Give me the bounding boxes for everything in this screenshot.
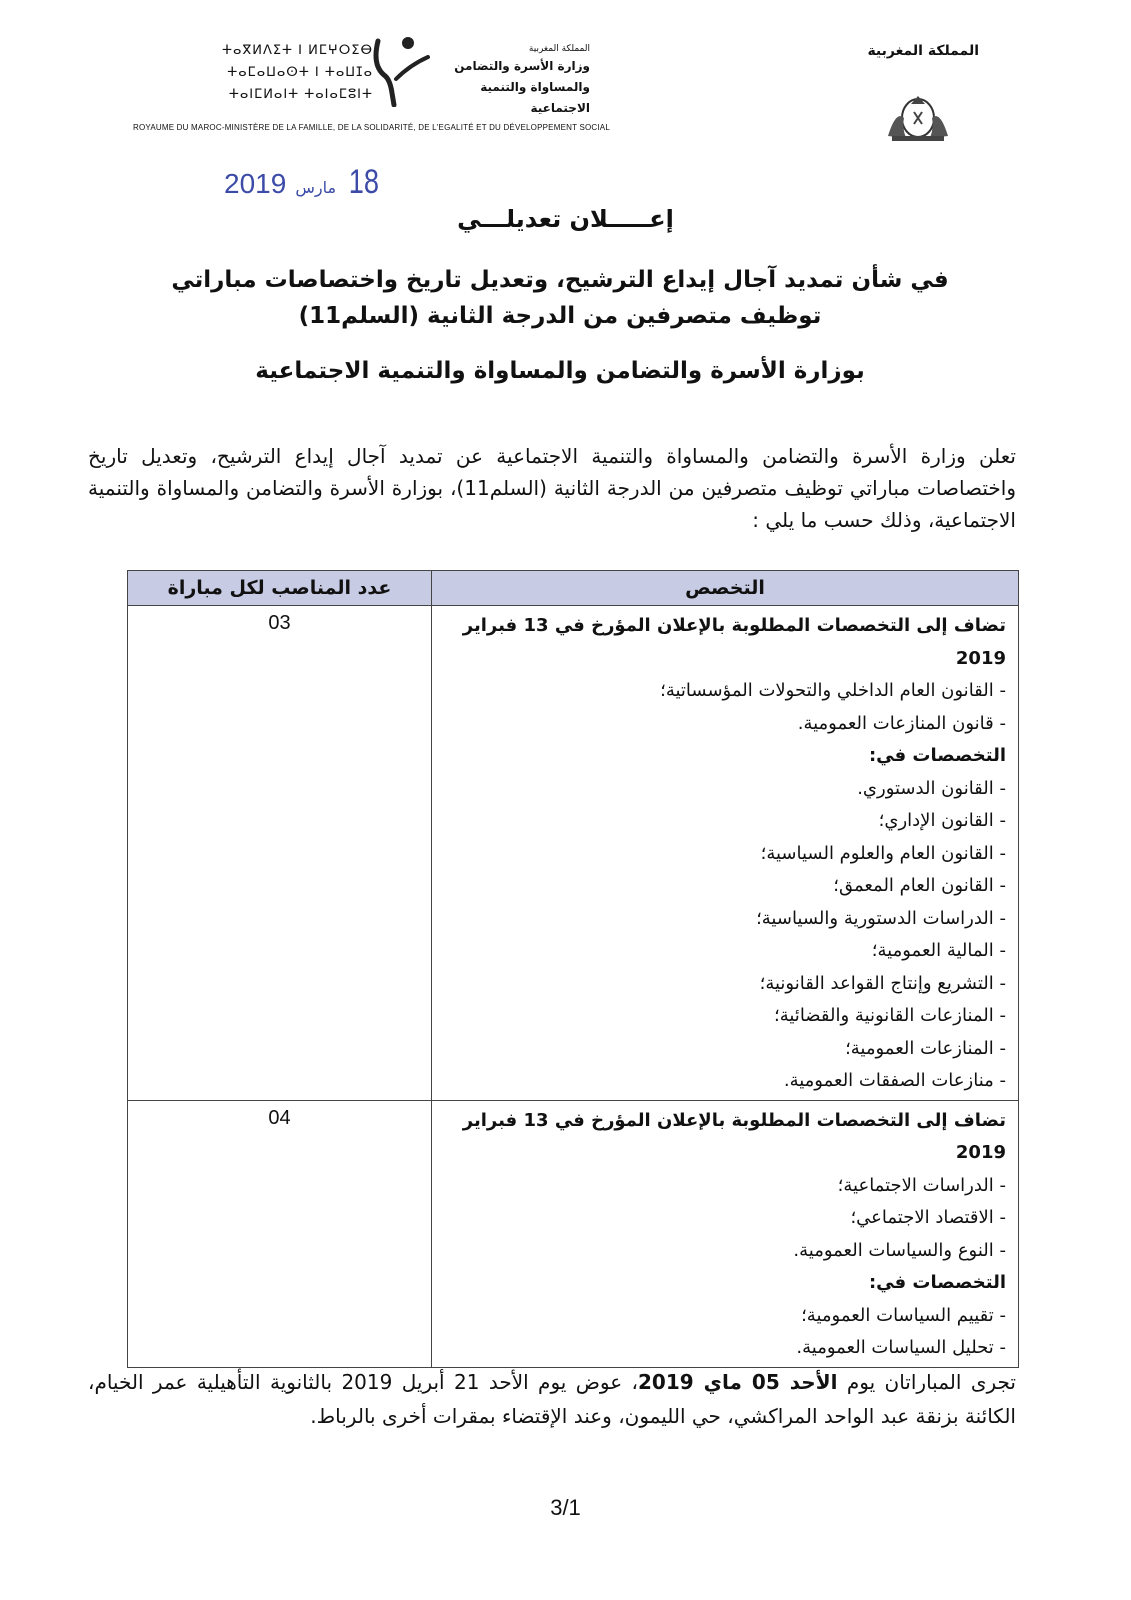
list-item: - التشريع وإنتاج القواعد القانونية؛	[440, 968, 1006, 1001]
date-stamp	[224, 163, 383, 202]
list-item: - القانون العام والعلوم السياسية؛	[440, 838, 1006, 871]
closing-paragraph	[88, 1365, 1016, 1433]
ministry-line-1: وزارة الأسرة والتضامن	[454, 59, 590, 73]
list-item: - المالية العمومية؛	[440, 935, 1006, 968]
intro-paragraph: تعلن وزارة الأسرة والتضامن والمساواة والتنمية الاجتماعية عن تمديد آجال إيداع الترشيح، وتعديل تاريخ واختصاصات مباراتي توظيف متصرفين من الدرجة الثانية (السلم11)، بوزارة الأسرة والتضامن والمساواة والتنمية الاجتماعية، وذلك حسب ما يلي :	[88, 444, 1016, 532]
list-item: - المنازعات القانونية والقضائية؛	[440, 1000, 1006, 1033]
list-item: - منازعات الصفقات العمومية.	[440, 1065, 1006, 1098]
list-item: - الاقتصاد الاجتماعي؛	[440, 1202, 1006, 1235]
list-item: - تقييم السياسات العمومية؛	[440, 1300, 1006, 1333]
tifinagh-line: ⵜⴰⴳⵍⴷⵉⵜ ⵏ ⵍⵎⵖⵔⵉⴱ	[221, 43, 373, 58]
ministry-french-name: ROYAUME DU MAROC-MINISTÈRE DE LA FAMILLE, DE LA SOLIDARITÉ, DE L'EGALITÉ ET DU DÉVELOPPEMENT SOCIAL	[133, 123, 610, 132]
ministry-logo-icon	[370, 35, 430, 107]
added-heading: تضاف إلى التخصصات المطلوبة بالإعلان المؤرخ في 13 فبراير 2019	[462, 615, 1006, 669]
header-count: عدد المناصب لكل مباراة	[128, 571, 432, 606]
kingdom-small-label: المملكة المغربية	[528, 44, 590, 54]
closing-text-start: تجرى المباراتان يوم	[837, 1370, 1016, 1394]
list-item: - القانون الإداري؛	[440, 805, 1006, 838]
list-item: - النوع والسياسات العمومية.	[440, 1235, 1006, 1268]
count-cell: 03	[128, 606, 432, 1101]
header-specialty: التخصص	[432, 571, 1019, 606]
specialties-table	[127, 570, 1019, 1368]
table-row	[128, 1100, 1019, 1367]
specialties-heading: التخصصات في:	[868, 745, 1006, 766]
closing-text-end: ، عوض يوم الأحد 21 أبريل 2019 بالثانوية التأهيلية عمر الخيام، الكائنة بزنقة عبد الواحد المراكشي، حي الليمون، وعند الإقتضاء بمقرات أخرى بالرباط.	[88, 1370, 1016, 1428]
stamp-year: 2019	[224, 168, 287, 199]
document-title: إعـــــلان تعديلـــي	[457, 205, 674, 233]
page-number: 3/1	[550, 1495, 581, 1520]
specialty-cell	[432, 606, 1019, 1101]
tifinagh-line: ⵜⴰⵎⴰⵡⴰⵙⵜ ⵏ ⵜⴰⵡⵊⴰ	[227, 65, 373, 80]
list-item: - الدراسات الاجتماعية؛	[440, 1170, 1006, 1203]
list-item: - قانون المنازعات العمومية.	[440, 708, 1006, 741]
ministry-line-2: والمساواة والتنمية الاجتماعية	[480, 80, 590, 115]
exam-date: الأحد 05 ماي 2019	[638, 1370, 838, 1394]
list-item: - القانون العام الداخلي والتحولات المؤسساتية؛	[440, 675, 1006, 708]
stamp-day: 18	[348, 163, 380, 201]
royal-emblem-icon	[878, 88, 958, 144]
kingdom-label: المملكة المغربية	[867, 43, 979, 59]
count-cell: 04	[128, 1100, 432, 1367]
stamp-month: مارس	[295, 178, 337, 197]
added-heading: تضاف إلى التخصصات المطلوبة بالإعلان المؤرخ في 13 فبراير 2019	[462, 1109, 1006, 1163]
tifinagh-line: ⵜⴰⵏⵎⵍⴰⵏⵜ ⵜⴰⵏⴰⵎⵓⵏⵜ	[228, 87, 373, 102]
list-item: - تحليل السياسات العمومية.	[440, 1332, 1006, 1365]
specialty-cell	[432, 1100, 1019, 1367]
table-row	[128, 606, 1019, 1101]
list-item: - الدراسات الدستورية والسياسية؛	[440, 903, 1006, 936]
list-item: - المنازعات العمومية؛	[440, 1033, 1006, 1066]
ministry-title: بوزارة الأسرة والتضامن والمساواة والتنمية الاجتماعية	[255, 358, 865, 384]
document-subtitle: في شأن تمديد آجال إيداع الترشيح، وتعديل تاريخ واختصاصات مباراتي توظيف متصرفين من الدرجة الثانية (السلم11)	[171, 267, 949, 329]
tifinagh-ministry-name	[133, 40, 373, 106]
specialties-heading: التخصصات في:	[868, 1272, 1006, 1293]
list-item: - القانون الدستوري.	[440, 773, 1006, 806]
ministry-arabic-name	[440, 42, 590, 119]
list-item: - القانون العام المعمق؛	[440, 870, 1006, 903]
